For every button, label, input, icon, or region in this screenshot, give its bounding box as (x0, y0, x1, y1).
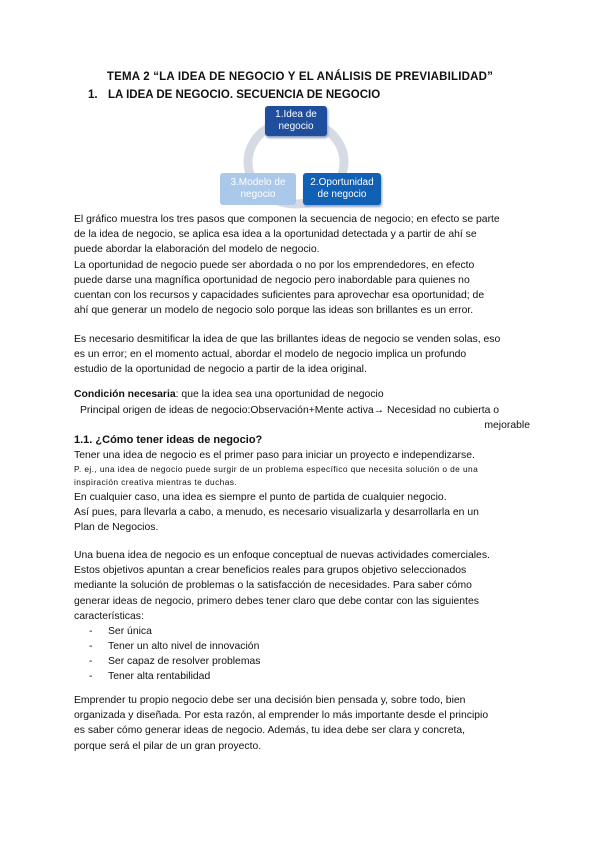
step3-line1: 3.Modelo de (230, 177, 286, 188)
section-1-title: LA IDEA DE NEGOCIO. SECUENCIA DE NEGOCIO (108, 89, 381, 101)
para5-line: características: (74, 610, 144, 622)
paragraph-6 (74, 693, 534, 754)
condition-line (74, 387, 534, 402)
para1-line: cuentan con los recursos y capacidades suficientes para aprovechar esa oportunidad; de (74, 290, 485, 302)
business-sequence-diagram (228, 100, 378, 212)
step-oportunidad-de-negocio (303, 173, 381, 205)
origin-line (80, 403, 530, 433)
paragraph-1 (74, 212, 534, 318)
list-item-text: Ser capaz de resolver problemas (108, 656, 261, 667)
para1-line: El gráfico muestra los tres pasos que componen la secuencia de negocio; en efecto se parte (74, 214, 500, 225)
list-item: - Ser única (89, 626, 152, 637)
step3-line2: negocio (240, 189, 276, 200)
step2-line1: 2.Oportunidad (310, 177, 374, 188)
para5-line: generar ideas de negocio, primero debes tener claro que debe contar con las siguientes (74, 595, 479, 607)
origin-text: Principal origen de ideas de negocio:Observación+Mente activa→ Necesidad no cubierta o (80, 405, 500, 416)
para1-line: puede abordar la elaboración del modelo de negocio. (74, 244, 320, 256)
paragraph-4 (74, 490, 534, 536)
paragraph-2 (74, 332, 534, 378)
characteristics-list (89, 624, 260, 684)
section-1-number: 1. (88, 89, 98, 101)
list-item: - Ser capaz de resolver problemas (89, 656, 261, 667)
example-note (74, 463, 534, 489)
para2-line: Es necesario desmitificar la idea de que las brillantes ideas de negocio se venden solas, eso (74, 334, 501, 345)
para5-line: Una buena idea de negocio es un enfoque conceptual de nuevas actividades comerciales. (74, 550, 490, 561)
para4-line: En cualquier caso, una idea es siempre el punto de partida de cualquier negocio. (74, 492, 447, 503)
para6-line: organizada y diseñada. Por esta razón, al emprender lo más importante desde el principio (74, 710, 489, 722)
para2-line: estudio de la oportunidad de negocio a partir de la idea original. (74, 364, 367, 376)
list-item-text: Ser única (108, 626, 152, 637)
para1-line: La oportunidad de negocio puede ser abordada o no por los emprendedores, en efecto (74, 259, 475, 271)
para6-line: es saber cómo generar ideas de negocio. Además, tu idea debe ser clara y concreta, (74, 725, 466, 737)
para4-line: Así pues, para llevarla a cabo, a menudo, es necesario visualizarla y desarrollarla en un (74, 507, 479, 519)
step-idea-de-negocio (265, 106, 327, 136)
document-title: TEMA 2 “LA IDEA DE NEGOCIO Y EL ANÁLISIS DE PREVIABILIDAD” (106, 71, 494, 83)
step-modelo-de-negocio (220, 173, 296, 205)
section-1-1-heading: 1.1. ¿Cómo tener ideas de negocio? (74, 434, 263, 446)
para4-line: Plan de Negocios. (74, 522, 159, 534)
condition-label: Condición necesaria (74, 389, 176, 400)
para6-line: porque será el pilar de un gran proyecto. (74, 740, 262, 752)
paragraph-3: Tener una idea de negocio es el primer paso para iniciar un proyecto e independizarse. (74, 450, 475, 461)
para5-line: mediante la solución de problemas o la satisfacción de necesidades. Para saber cómo (74, 580, 472, 592)
para1-line: ahí que generar un modelo de negocio solo porque las ideas son brillantes es un error. (74, 305, 474, 317)
list-item-text: Tener alta rentabilidad (108, 671, 211, 682)
step1-line2: negocio (278, 121, 314, 132)
paragraph-5 (74, 548, 534, 624)
condition-text: : que la idea sea una oportunidad de negocio (175, 389, 384, 400)
para1-line: de la idea de negocio, se aplica esa idea a la oportunidad detectada y a partir de ahí se (74, 229, 477, 241)
step2-line2: de negocio (317, 189, 367, 200)
step1-line1: 1.Idea de (275, 109, 317, 120)
example-line: inspiración creativa mientras te duchas. (74, 477, 238, 487)
para5-line: Estos objetivos apuntan a crear beneficios reales para grupos objetivo seleccionados (74, 565, 467, 577)
list-item: - Tener un alto nivel de innovación (89, 641, 260, 652)
list-item: - Tener alta rentabilidad (89, 671, 211, 682)
origin-text-cont: mejorable (484, 420, 530, 432)
example-line: P. ej., una idea de negocio puede surgir de un problema específico que necesita solución o de una (74, 464, 479, 474)
para1-line: puede darse una magnífica oportunidad de negocio pero inabordable para quienes no (74, 274, 470, 286)
para6-line: Emprender tu propio negocio debe ser una decisión bien pensada y, sobre todo, bien (74, 695, 466, 706)
para2-line: es un error; en el momento actual, abordar el modelo de negocio implica un profundo (74, 349, 467, 361)
list-item-text: Tener un alto nivel de innovación (108, 641, 260, 652)
